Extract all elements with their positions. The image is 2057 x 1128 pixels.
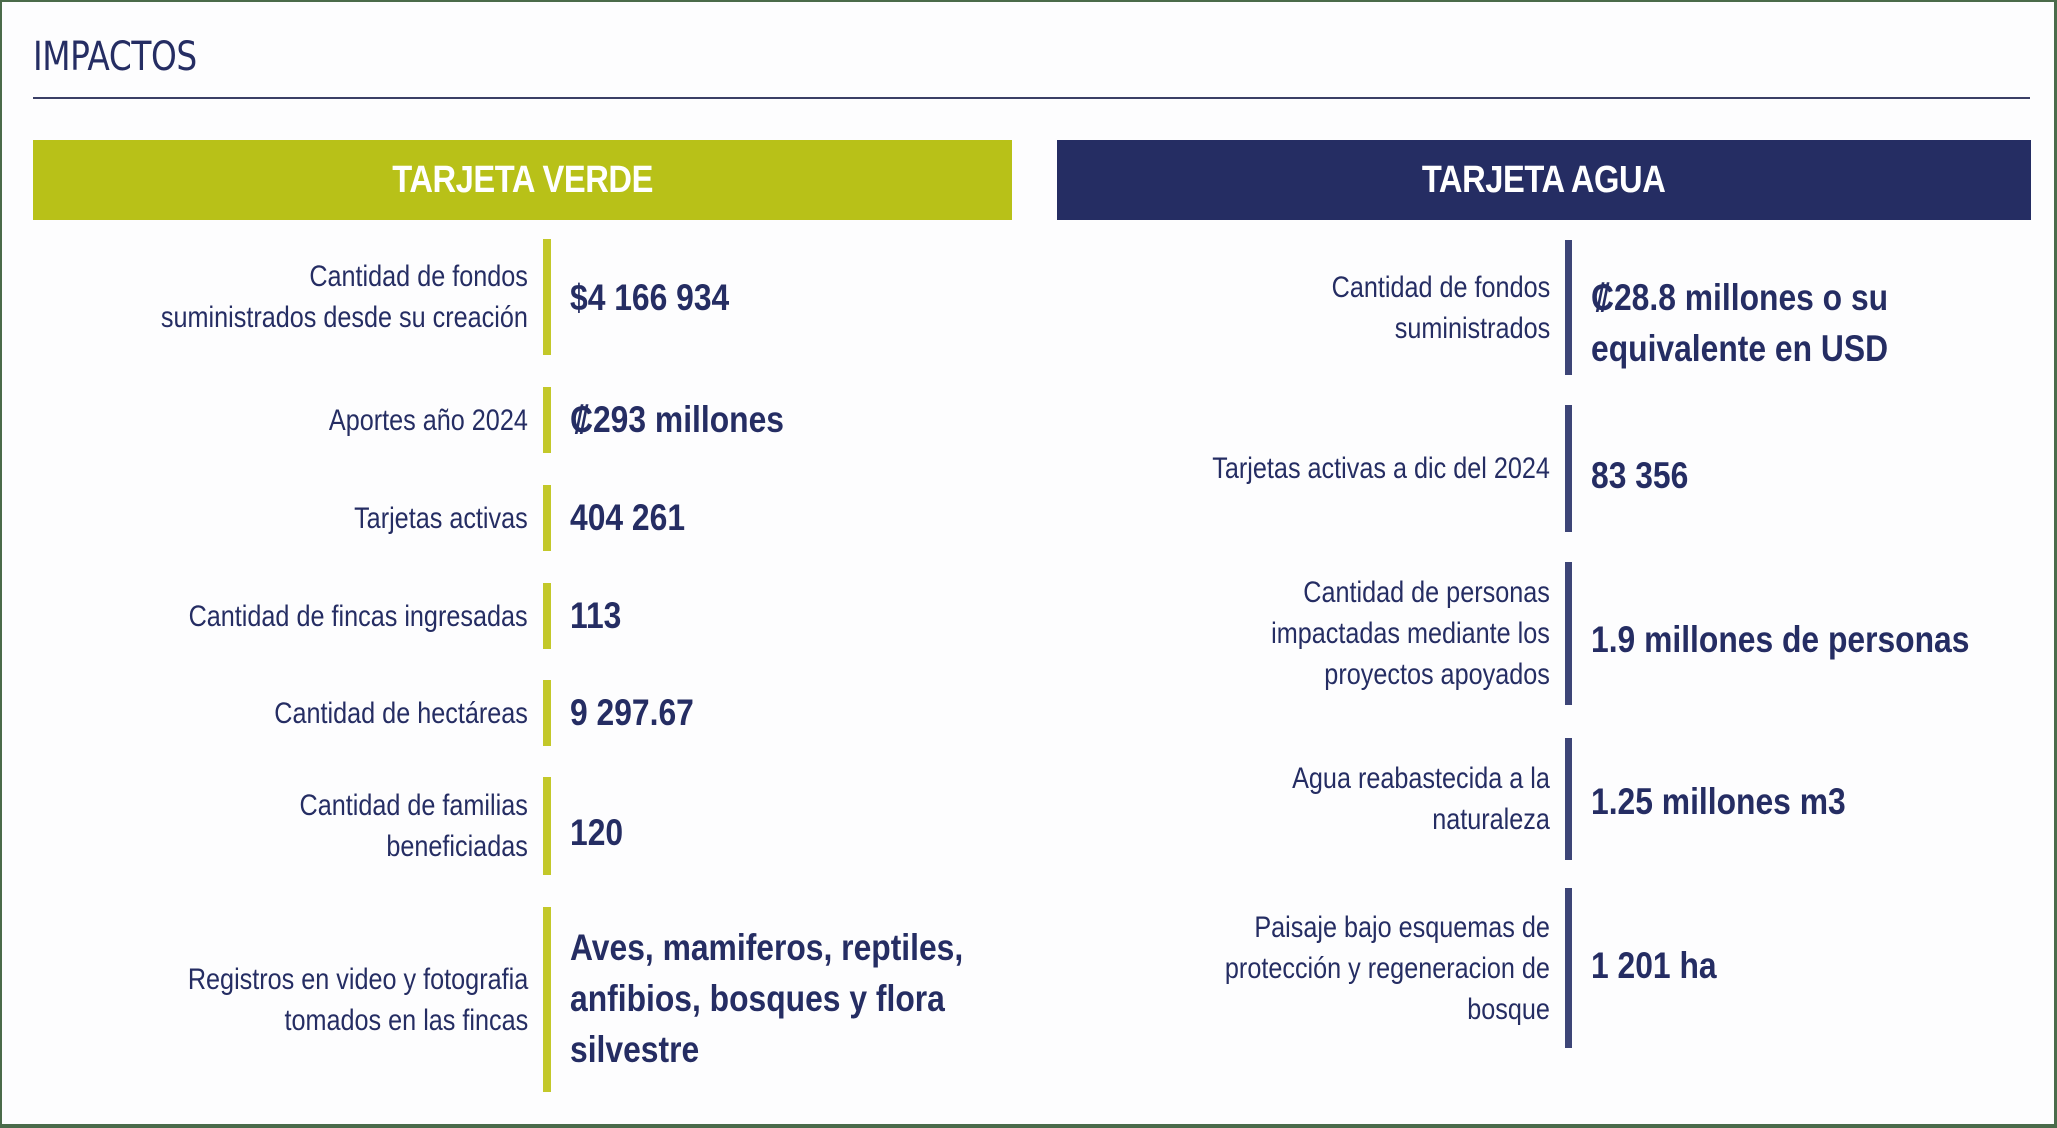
metric-label: Registros en video y fotografia tomados en las fincas [187,962,528,1037]
metric-value: 120 [570,812,624,853]
tarjeta-verde-header [33,140,1012,220]
metric-value: ₡28.8 millones o su equivalente en USD [1591,277,1889,369]
metric-label: Paisaje bajo esquemas de protección y regeneracion de bosque [1224,910,1550,1026]
metric-label: Cantidad de fondos suministrados [1331,270,1550,345]
row-divider [1565,888,1572,1048]
title-divider [33,97,2030,99]
row-divider [1565,240,1572,375]
metric-value: 113 [570,595,622,636]
metric-label: Cantidad de familias beneficiadas [299,789,528,863]
metric-value: ₡293 millones [570,399,785,440]
metric-value: 1.25 millones m3 [1591,781,1846,822]
metric-value: 1 201 ha [1591,945,1717,986]
metric-value: Aves, mamiferos, reptiles, anfibios, bosques y flora silvestre [570,927,964,1070]
row-divider [543,485,551,551]
metric-value: $4 166 934 [570,277,730,318]
row-divider [543,777,551,875]
row-divider [543,583,551,649]
metric-value: 83 356 [1591,455,1689,496]
metric-label: Aportes año 2024 [329,403,528,437]
metric-label: Cantidad de fondos suministrados desde su creación [161,260,528,334]
row-divider [543,907,551,1092]
metric-label: Cantidad de hectáreas [274,696,528,730]
tarjeta-agua-title: TARJETA AGUA [1422,158,1666,201]
metric-label: Agua reabastecida a la naturaleza [1292,762,1550,836]
tarjeta-agua-header [1057,140,2031,220]
row-divider [1565,562,1572,705]
row-divider [543,387,551,453]
row-divider [543,239,551,355]
tarjeta-verde-title: TARJETA VERDE [392,158,653,201]
metric-value: 404 261 [570,497,686,538]
row-divider [1565,405,1572,532]
metric-label: Tarjetas activas [354,501,528,535]
metric-label: Cantidad de fincas ingresadas [188,599,528,633]
metric-label: Tarjetas activas a dic del 2024 [1212,452,1550,485]
metric-value: 9 297.67 [570,692,694,733]
row-divider [543,680,551,746]
metric-label: Cantidad de personas impactadas mediante los proyectos apoyados [1271,576,1550,691]
metric-value: 1.9 millones de personas [1591,619,1970,660]
row-divider [1565,738,1572,860]
impactos-page [2,2,2054,1124]
page-title: IMPACTOS [33,34,197,80]
